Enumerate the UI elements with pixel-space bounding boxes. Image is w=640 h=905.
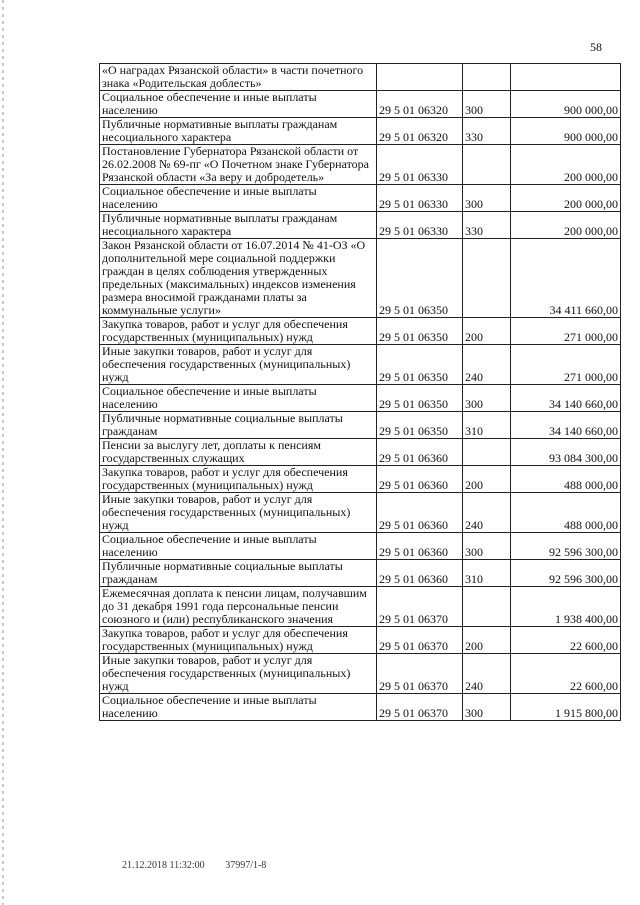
row-code-cell: 29 5 01 06330	[377, 145, 463, 185]
row-type-cell: 240	[463, 345, 511, 385]
budget-table	[99, 63, 621, 721]
table-row	[100, 466, 621, 493]
row-type-cell: 330	[463, 118, 511, 145]
row-sum-cell: 488 000,00	[511, 466, 621, 493]
row-code-cell: 29 5 01 06350	[377, 345, 463, 385]
row-sum-cell: 271 000,00	[511, 345, 621, 385]
row-sum-cell: 93 084 300,00	[511, 439, 621, 466]
page-number: 58	[590, 40, 602, 54]
row-name-cell: Социальное обеспечение и иные выплаты населению	[100, 694, 377, 721]
row-code-cell: 29 5 01 06360	[377, 439, 463, 466]
row-sum-cell: 900 000,00	[511, 91, 621, 118]
footer-doc-id: 37997/1-8	[225, 860, 267, 871]
row-code-cell: 29 5 01 06360	[377, 466, 463, 493]
row-type-cell: 240	[463, 654, 511, 694]
row-name-cell: Иные закупки товаров, работ и услуг для обеспечения государственных (муниципальных) нужд	[100, 654, 377, 694]
row-sum-cell: 1 915 800,00	[511, 694, 621, 721]
row-code-cell: 29 5 01 06360	[377, 493, 463, 533]
row-type-cell	[463, 587, 511, 627]
row-sum-cell: 22 600,00	[511, 627, 621, 654]
row-type-cell: 300	[463, 91, 511, 118]
budget-table-body	[100, 64, 621, 721]
row-code-cell: 29 5 01 06350	[377, 412, 463, 439]
table-row	[100, 64, 621, 91]
row-name-cell: Закупка товаров, работ и услуг для обеспечения государственных (муниципальных) нужд	[100, 627, 377, 654]
row-type-cell	[463, 439, 511, 466]
row-code-cell: 29 5 01 06350	[377, 239, 463, 318]
row-sum-cell: 92 596 300,00	[511, 560, 621, 587]
row-sum-cell: 488 000,00	[511, 493, 621, 533]
row-code-cell: 29 5 01 06350	[377, 318, 463, 345]
row-sum-cell: 34 411 660,00	[511, 239, 621, 318]
row-type-cell: 200	[463, 627, 511, 654]
row-type-cell: 300	[463, 694, 511, 721]
row-code-cell	[377, 64, 463, 91]
row-name-cell: Постановление Губернатора Рязанской области от 26.02.2008 № 69-пг «О Почетном знаке Губернатора Рязанской области «За веру и добродетель»	[100, 145, 377, 185]
row-type-cell: 300	[463, 185, 511, 212]
row-sum-cell: 200 000,00	[511, 185, 621, 212]
table-row	[100, 439, 621, 466]
table-row	[100, 627, 621, 654]
row-type-cell	[463, 239, 511, 318]
row-name-cell: Иные закупки товаров, работ и услуг для обеспечения государственных (муниципальных) нужд	[100, 345, 377, 385]
footer-datetime: 21.12.2018 11:32:00	[122, 860, 205, 871]
row-name-cell: Публичные нормативные социальные выплаты гражданам	[100, 560, 377, 587]
row-code-cell: 29 5 01 06320	[377, 118, 463, 145]
table-row	[100, 560, 621, 587]
row-type-cell: 330	[463, 212, 511, 239]
row-name-cell: Ежемесячная доплата к пенсии лицам, получавшим до 31 декабря 1991 года персональные пенсии союзного и (или) республиканского значения	[100, 587, 377, 627]
row-code-cell: 29 5 01 06370	[377, 627, 463, 654]
row-sum-cell: 271 000,00	[511, 318, 621, 345]
row-type-cell: 240	[463, 493, 511, 533]
table-row	[100, 345, 621, 385]
table-row	[100, 694, 621, 721]
table-row	[100, 533, 621, 560]
row-type-cell	[463, 64, 511, 91]
row-sum-cell: 34 140 660,00	[511, 412, 621, 439]
row-code-cell: 29 5 01 06360	[377, 560, 463, 587]
table-row	[100, 412, 621, 439]
row-name-cell: Иные закупки товаров, работ и услуг для обеспечения государственных (муниципальных) нужд	[100, 493, 377, 533]
table-row	[100, 493, 621, 533]
row-type-cell: 300	[463, 385, 511, 412]
row-name-cell: «О наградах Рязанской области» в части почетного знака «Родительская доблесть»	[100, 64, 377, 91]
row-code-cell: 29 5 01 06360	[377, 533, 463, 560]
row-code-cell: 29 5 01 06350	[377, 385, 463, 412]
table-row	[100, 239, 621, 318]
table-row	[100, 91, 621, 118]
row-type-cell: 200	[463, 466, 511, 493]
row-code-cell: 29 5 01 06370	[377, 587, 463, 627]
row-name-cell: Закон Рязанской области от 16.07.2014 № 41-ОЗ «О дополнительной мере социальной поддержки граждан в целях соблюдения утвержденных предельных (максимальных) индексов изменения размера вносимой гражданами платы за коммунальные услуги»	[100, 239, 377, 318]
row-name-cell: Пенсии за выслугу лет, доплаты к пенсиям государственных служащих	[100, 439, 377, 466]
row-name-cell: Социальное обеспечение и иные выплаты населению	[100, 385, 377, 412]
footer	[122, 860, 284, 871]
table-row	[100, 654, 621, 694]
row-sum-cell: 200 000,00	[511, 212, 621, 239]
row-name-cell: Публичные нормативные выплаты гражданам несоциального характера	[100, 118, 377, 145]
row-sum-cell	[511, 64, 621, 91]
row-sum-cell: 92 596 300,00	[511, 533, 621, 560]
table-row	[100, 118, 621, 145]
row-name-cell: Закупка товаров, работ и услуг для обеспечения государственных (муниципальных) нужд	[100, 318, 377, 345]
row-name-cell: Социальное обеспечение и иные выплаты населению	[100, 185, 377, 212]
row-type-cell: 310	[463, 560, 511, 587]
scan-edge-marks	[2, 0, 4, 905]
row-code-cell: 29 5 01 06370	[377, 654, 463, 694]
row-type-cell: 200	[463, 318, 511, 345]
row-name-cell: Социальное обеспечение и иные выплаты населению	[100, 533, 377, 560]
row-name-cell: Публичные нормативные социальные выплаты гражданам	[100, 412, 377, 439]
table-row	[100, 212, 621, 239]
table-row	[100, 185, 621, 212]
row-sum-cell: 34 140 660,00	[511, 385, 621, 412]
row-code-cell: 29 5 01 06370	[377, 694, 463, 721]
row-sum-cell: 200 000,00	[511, 145, 621, 185]
table-row	[100, 587, 621, 627]
row-type-cell	[463, 145, 511, 185]
table-row	[100, 318, 621, 345]
table-row	[100, 385, 621, 412]
row-code-cell: 29 5 01 06320	[377, 91, 463, 118]
row-sum-cell: 22 600,00	[511, 654, 621, 694]
row-sum-cell: 900 000,00	[511, 118, 621, 145]
row-type-cell: 310	[463, 412, 511, 439]
row-code-cell: 29 5 01 06330	[377, 185, 463, 212]
row-sum-cell: 1 938 400,00	[511, 587, 621, 627]
row-code-cell: 29 5 01 06330	[377, 212, 463, 239]
row-name-cell: Закупка товаров, работ и услуг для обеспечения государственных (муниципальных) нужд	[100, 466, 377, 493]
table-row	[100, 145, 621, 185]
row-name-cell: Социальное обеспечение и иные выплаты населению	[100, 91, 377, 118]
row-name-cell: Публичные нормативные выплаты гражданам несоциального характера	[100, 212, 377, 239]
row-type-cell: 300	[463, 533, 511, 560]
